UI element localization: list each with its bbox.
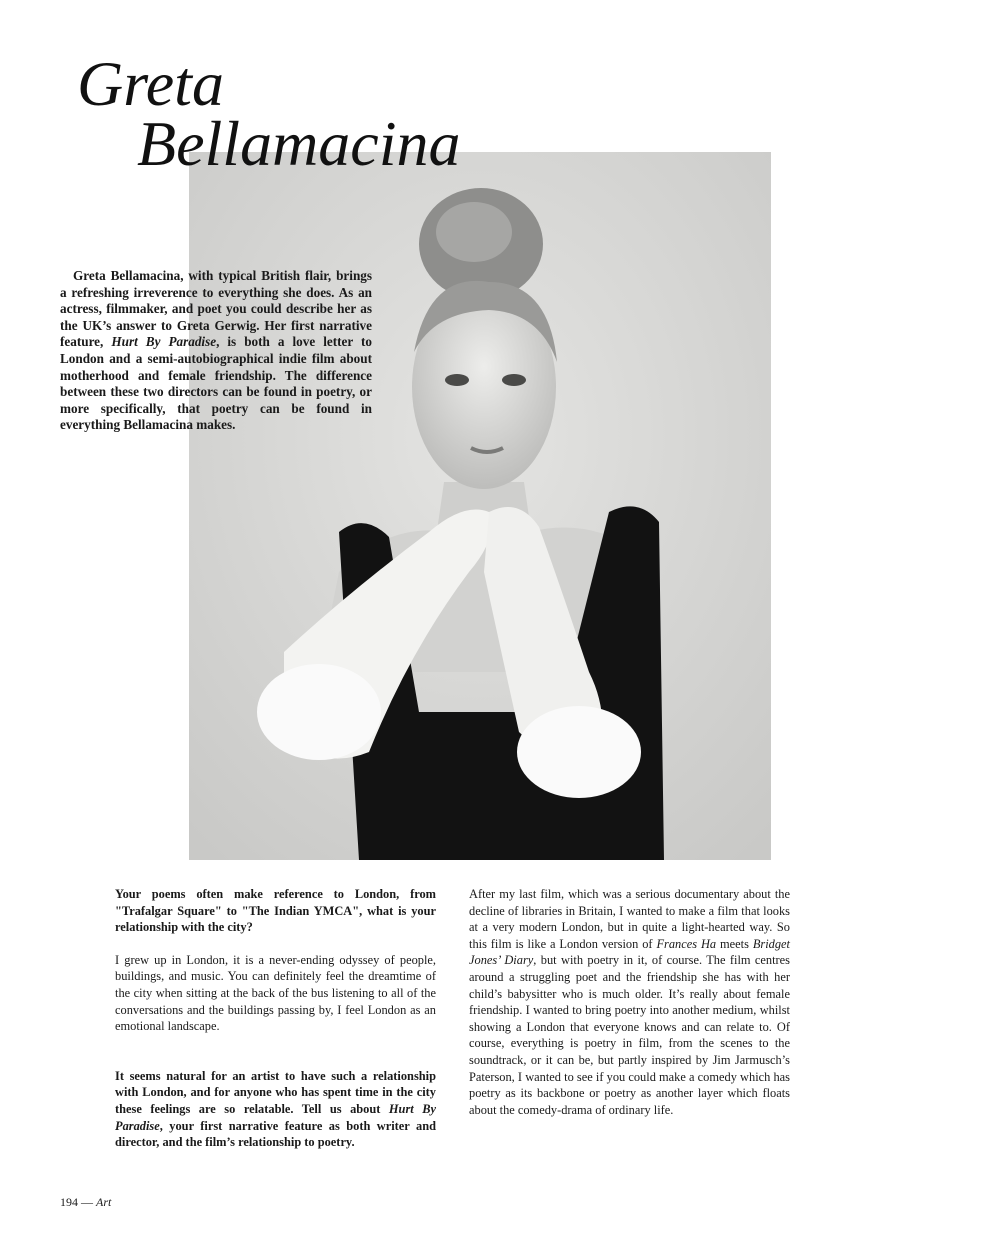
film-title: Hurt By Paradise: [111, 334, 217, 350]
left-column: [115, 886, 436, 1151]
film-title: Frances Ha: [656, 936, 717, 951]
right-column: [469, 886, 790, 1118]
title-last-name: Bellamacina: [137, 108, 461, 179]
title-first-name: Greta: [77, 48, 224, 119]
section-name: Art: [96, 1195, 112, 1209]
question-1: Your poems often make reference to London, from "Trafalgar Square" to "The Indian YMCA", what is your relationship with the city?: [115, 887, 436, 935]
portrait-photo: [189, 152, 771, 860]
question-2: It seems natural for an artist to have such a relationship with London, and for anyone who has spent time in the city these feelings are so relatable. Tell us about Hurt By Paradise, your first narrative feature as both writer and director, and the film’s relationship to poetry.: [115, 1068, 437, 1150]
page-folio: 194 — Art: [60, 1195, 112, 1209]
film-title: Hurt By Paradise: [115, 1101, 437, 1133]
answer-1: I grew up in London, it is a never-ending odyssey of people, buildings, and music. You can definitely feel the dreamtime of the city when sitting at the back of the bus listening to all of the conversations and the buildings passing by, I feel London as an emotional landscape.: [115, 952, 436, 1034]
film-title: Bridget Jones’ Diary: [469, 936, 790, 968]
intro-paragraph: Greta Bellamacina, with typical British flair, brings a refreshing irreverence to everything she does. As an actress, filmmaker, and poet you could describe her as the UK’s answer to Greta Gerwig. Her first narrative feature, Hurt By Paradise, is both a love letter to London and a semi-autobiographical indie film about motherhood and female friendship. The difference between these two directors can be found in poetry, or more specifically, that poetry can be found in everything Bellamacina makes.: [60, 268, 372, 433]
page-number: 194: [60, 1195, 78, 1209]
answer-2: After my last film, which was a serious documentary about the decline of libraries in Britain, I wanted to make a film that looks at a very modern London, but in quite a light-hearted way. So this film is like a London version of Frances Ha meets Bridget Jones’ Diary, but with poetry in it, of course. The film centres around a struggling poet and the friendship she has with her child’s babysitter who is much older. It’s really about female friendship. I wanted to bring poetry into another medium, whilst showing a London that everyone knows and can relate to. Of course, everything is poetry in film, from the scenes to the soundtrack, or it can be, but partly inspired by Jim Jarmusch’s Paterson, I wanted to see if you could make a comedy which has poetry as its backbone or poetry as another layer which floats about the comedy-drama of ordinary life.: [469, 887, 791, 1117]
